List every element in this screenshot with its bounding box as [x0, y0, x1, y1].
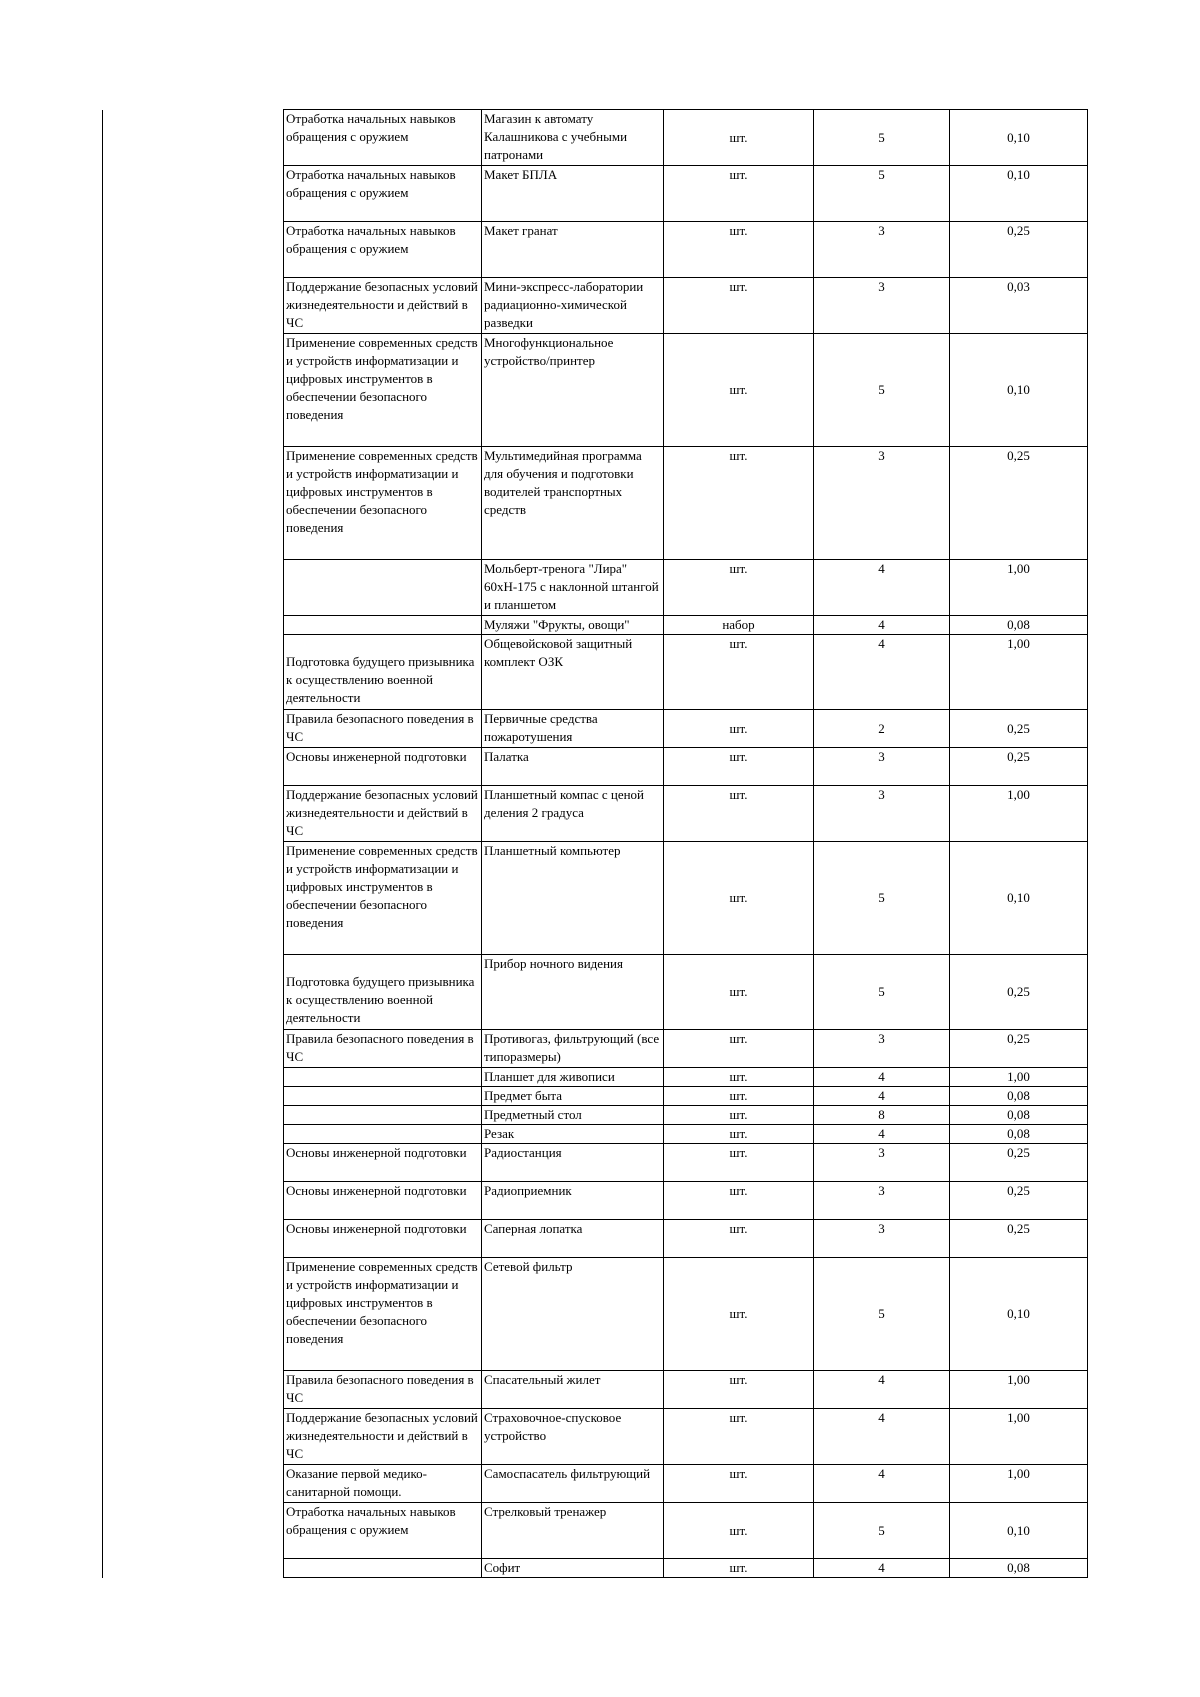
unit-cell: шт.	[664, 1371, 814, 1409]
coefficient-cell: 1,00	[950, 1068, 1088, 1087]
quantity-cell: 4	[814, 1087, 950, 1106]
coefficient-cell: 0,25	[950, 1220, 1088, 1258]
table-row	[284, 1144, 1088, 1182]
coefficient-cell: 0,25	[950, 222, 1088, 278]
coefficient-cell: 1,00	[950, 786, 1088, 842]
purpose-cell: Поддержание безопасных условий жизнедеятельности и действий в ЧС	[284, 1409, 482, 1465]
table-row	[284, 560, 1088, 616]
item-cell: Планшетный компас с ценой деления 2 градуса	[482, 786, 664, 842]
item-cell: Резак	[482, 1125, 664, 1144]
unit-cell: шт.	[664, 842, 814, 955]
coefficient-cell: 0,25	[950, 748, 1088, 786]
coefficient-cell: 1,00	[950, 635, 1088, 710]
unit-cell: шт.	[664, 560, 814, 616]
table-row	[284, 1220, 1088, 1258]
table-row	[284, 635, 1088, 710]
quantity-cell: 3	[814, 222, 950, 278]
unit-cell: шт.	[664, 1068, 814, 1087]
unit-cell: шт.	[664, 222, 814, 278]
purpose-cell: Основы инженерной подготовки	[284, 1220, 482, 1258]
purpose-cell	[284, 1068, 482, 1087]
unit-cell: шт.	[664, 955, 814, 1030]
table-row	[284, 1559, 1088, 1578]
purpose-cell: Подготовка будущего призывника к осуществлению военной деятельности	[284, 635, 482, 710]
unit-cell: шт.	[664, 1087, 814, 1106]
unit-cell: шт.	[664, 710, 814, 748]
item-cell: Радиоприемник	[482, 1182, 664, 1220]
table-row	[284, 955, 1088, 1030]
coefficient-cell: 0,25	[950, 955, 1088, 1030]
coefficient-cell: 0,10	[950, 1503, 1088, 1559]
quantity-cell: 3	[814, 1144, 950, 1182]
item-cell: Предметный стол	[482, 1106, 664, 1125]
coefficient-cell: 0,03	[950, 278, 1088, 334]
coefficient-cell: 0,10	[950, 110, 1088, 166]
unit-cell: шт.	[664, 166, 814, 222]
purpose-cell	[284, 1087, 482, 1106]
table-row	[284, 222, 1088, 278]
purpose-cell	[284, 1106, 482, 1125]
quantity-cell: 5	[814, 842, 950, 955]
table-row	[284, 710, 1088, 748]
quantity-cell: 4	[814, 1371, 950, 1409]
quantity-cell: 5	[814, 1503, 950, 1559]
coefficient-cell: 0,08	[950, 1087, 1088, 1106]
coefficient-cell: 0,25	[950, 1144, 1088, 1182]
coefficient-cell: 0,08	[950, 1106, 1088, 1125]
table-row	[284, 1371, 1088, 1409]
item-cell: Мини-экспресс-лаборатории радиационно-химической разведки	[482, 278, 664, 334]
quantity-cell: 5	[814, 110, 950, 166]
quantity-cell: 5	[814, 955, 950, 1030]
unit-cell: шт.	[664, 1030, 814, 1068]
quantity-cell: 4	[814, 1559, 950, 1578]
unit-cell: шт.	[664, 334, 814, 447]
item-cell: Радиостанция	[482, 1144, 664, 1182]
unit-cell: шт.	[664, 1465, 814, 1503]
coefficient-cell: 0,25	[950, 710, 1088, 748]
table-row	[284, 447, 1088, 560]
coefficient-cell: 0,10	[950, 1258, 1088, 1371]
purpose-cell	[284, 1559, 482, 1578]
item-cell: Планшетный компьютер	[482, 842, 664, 955]
coefficient-cell: 0,25	[950, 1182, 1088, 1220]
margin-line	[102, 110, 103, 1578]
item-cell: Планшет для живописи	[482, 1068, 664, 1087]
purpose-cell: Применение современных средств и устройств информатизации и цифровых инструментов в обеспечении безопасного поведения	[284, 1258, 482, 1371]
item-cell: Макет БПЛА	[482, 166, 664, 222]
purpose-cell: Основы инженерной подготовки	[284, 748, 482, 786]
unit-cell: набор	[664, 616, 814, 635]
table-row	[284, 1182, 1088, 1220]
purpose-cell: Поддержание безопасных условий жизнедеятельности и действий в ЧС	[284, 786, 482, 842]
purpose-cell: Правила безопасного поведения в ЧС	[284, 1371, 482, 1409]
equipment-table-body	[284, 110, 1088, 1578]
coefficient-cell: 1,00	[950, 560, 1088, 616]
unit-cell: шт.	[664, 278, 814, 334]
table-row	[284, 1030, 1088, 1068]
table-row	[284, 278, 1088, 334]
item-cell: Прибор ночного видения	[482, 955, 664, 1030]
item-cell: Противогаз, фильтрующий (все типоразмеры)	[482, 1030, 664, 1068]
purpose-cell	[284, 560, 482, 616]
purpose-cell: Подготовка будущего призывника к осуществлению военной деятельности	[284, 955, 482, 1030]
quantity-cell: 3	[814, 278, 950, 334]
quantity-cell: 4	[814, 1125, 950, 1144]
quantity-cell: 5	[814, 1258, 950, 1371]
coefficient-cell: 0,25	[950, 1030, 1088, 1068]
quantity-cell: 4	[814, 1409, 950, 1465]
item-cell: Софит	[482, 1559, 664, 1578]
item-cell: Муляжи "Фрукты, овощи"	[482, 616, 664, 635]
coefficient-cell: 0,08	[950, 616, 1088, 635]
purpose-cell: Поддержание безопасных условий жизнедеятельности и действий в ЧС	[284, 278, 482, 334]
coefficient-cell: 1,00	[950, 1371, 1088, 1409]
purpose-cell: Оказание первой медико-санитарной помощи.	[284, 1465, 482, 1503]
table-row	[284, 1087, 1088, 1106]
item-cell: Страховочное-спусковое устройство	[482, 1409, 664, 1465]
coefficient-cell: 1,00	[950, 1465, 1088, 1503]
quantity-cell: 3	[814, 1182, 950, 1220]
table-row	[284, 1465, 1088, 1503]
unit-cell: шт.	[664, 786, 814, 842]
table-row	[284, 748, 1088, 786]
quantity-cell: 3	[814, 1220, 950, 1258]
purpose-cell: Применение современных средств и устройств информатизации и цифровых инструментов в обеспечении безопасного поведения	[284, 447, 482, 560]
item-cell: Сетевой фильтр	[482, 1258, 664, 1371]
quantity-cell: 8	[814, 1106, 950, 1125]
coefficient-cell: 0,08	[950, 1125, 1088, 1144]
purpose-cell: Отработка начальных навыков обращения с оружием	[284, 222, 482, 278]
coefficient-cell: 1,00	[950, 1409, 1088, 1465]
purpose-cell: Отработка начальных навыков обращения с оружием	[284, 110, 482, 166]
item-cell: Саперная лопатка	[482, 1220, 664, 1258]
quantity-cell: 4	[814, 1465, 950, 1503]
quantity-cell: 4	[814, 616, 950, 635]
coefficient-cell: 0,25	[950, 447, 1088, 560]
unit-cell: шт.	[664, 635, 814, 710]
table-row	[284, 1503, 1088, 1559]
unit-cell: шт.	[664, 1258, 814, 1371]
item-cell: Мольберт-тренога "Лира" 60хН-175 с наклонной штангой и планшетом	[482, 560, 664, 616]
item-cell: Магазин к автомату Калашникова с учебными патронами	[482, 110, 664, 166]
purpose-cell: Правила безопасного поведения в ЧС	[284, 710, 482, 748]
item-cell: Первичные средства пожаротушения	[482, 710, 664, 748]
purpose-cell: Правила безопасного поведения в ЧС	[284, 1030, 482, 1068]
quantity-cell: 3	[814, 748, 950, 786]
unit-cell: шт.	[664, 1559, 814, 1578]
unit-cell: шт.	[664, 447, 814, 560]
purpose-cell: Применение современных средств и устройств информатизации и цифровых инструментов в обеспечении безопасного поведения	[284, 334, 482, 447]
quantity-cell: 5	[814, 166, 950, 222]
item-cell: Многофункциональное устройство/принтер	[482, 334, 664, 447]
quantity-cell: 3	[814, 447, 950, 560]
table-row	[284, 1258, 1088, 1371]
unit-cell: шт.	[664, 1144, 814, 1182]
purpose-cell: Основы инженерной подготовки	[284, 1144, 482, 1182]
unit-cell: шт.	[664, 1220, 814, 1258]
purpose-cell	[284, 616, 482, 635]
unit-cell: шт.	[664, 1409, 814, 1465]
table-row	[284, 334, 1088, 447]
table-row	[284, 1068, 1088, 1087]
table-row	[284, 110, 1088, 166]
quantity-cell: 4	[814, 1068, 950, 1087]
item-cell: Спасательный жилет	[482, 1371, 664, 1409]
table-row	[284, 786, 1088, 842]
coefficient-cell: 0,10	[950, 166, 1088, 222]
table-row	[284, 616, 1088, 635]
item-cell: Предмет быта	[482, 1087, 664, 1106]
unit-cell: шт.	[664, 748, 814, 786]
unit-cell: шт.	[664, 110, 814, 166]
item-cell: Общевойсковой защитный комплект ОЗК	[482, 635, 664, 710]
purpose-cell	[284, 1125, 482, 1144]
unit-cell: шт.	[664, 1182, 814, 1220]
purpose-cell: Применение современных средств и устройств информатизации и цифровых инструментов в обеспечении безопасного поведения	[284, 842, 482, 955]
coefficient-cell: 0,10	[950, 334, 1088, 447]
table-row	[284, 1409, 1088, 1465]
unit-cell: шт.	[664, 1125, 814, 1144]
table-row	[284, 1106, 1088, 1125]
coefficient-cell: 0,08	[950, 1559, 1088, 1578]
quantity-cell: 4	[814, 560, 950, 616]
quantity-cell: 4	[814, 635, 950, 710]
purpose-cell: Отработка начальных навыков обращения с оружием	[284, 166, 482, 222]
unit-cell: шт.	[664, 1106, 814, 1125]
coefficient-cell: 0,10	[950, 842, 1088, 955]
quantity-cell: 2	[814, 710, 950, 748]
item-cell: Макет гранат	[482, 222, 664, 278]
table-row	[284, 842, 1088, 955]
quantity-cell: 3	[814, 1030, 950, 1068]
item-cell: Стрелковый тренажер	[482, 1503, 664, 1559]
table-row	[284, 166, 1088, 222]
quantity-cell: 5	[814, 334, 950, 447]
item-cell: Мультимедийная программа для обучения и подготовки водителей транспортных средств	[482, 447, 664, 560]
purpose-cell: Основы инженерной подготовки	[284, 1182, 482, 1220]
quantity-cell: 3	[814, 786, 950, 842]
purpose-cell: Отработка начальных навыков обращения с оружием	[284, 1503, 482, 1559]
unit-cell: шт.	[664, 1503, 814, 1559]
item-cell: Самоспасатель фильтрующий	[482, 1465, 664, 1503]
table-row	[284, 1125, 1088, 1144]
equipment-table	[283, 109, 1088, 1578]
item-cell: Палатка	[482, 748, 664, 786]
